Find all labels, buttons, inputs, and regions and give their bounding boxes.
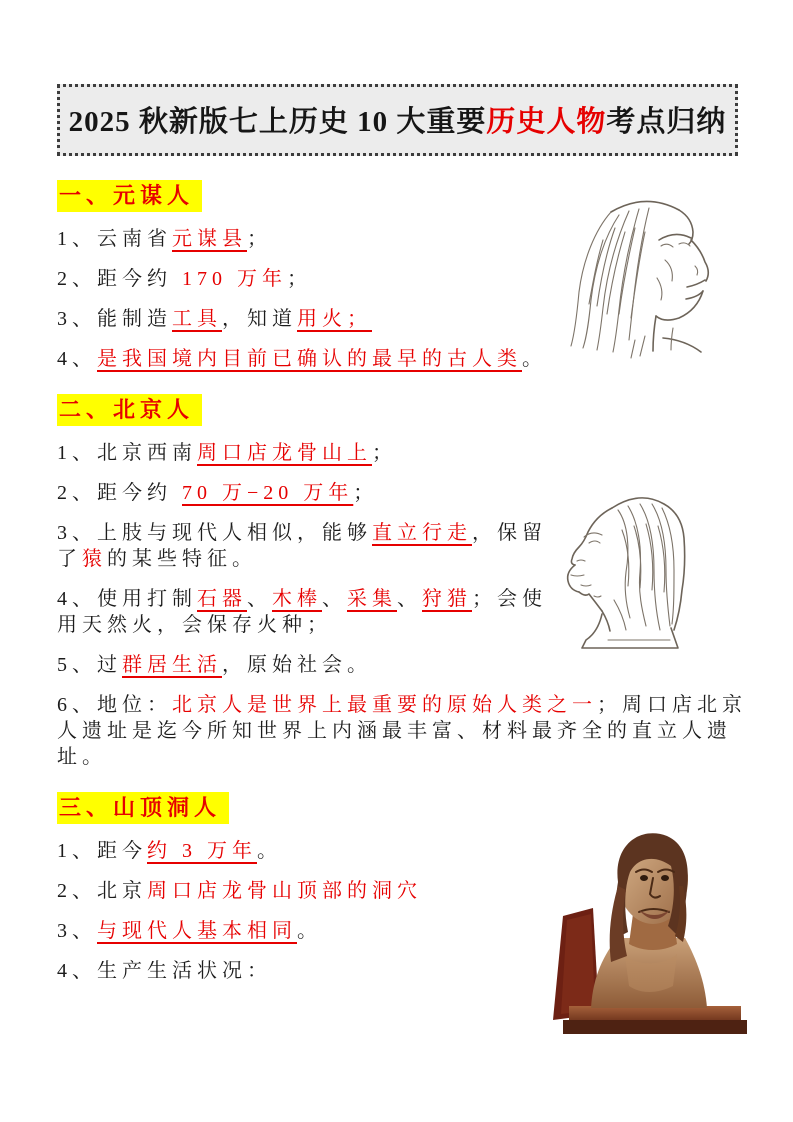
list-item — [57, 520, 562, 572]
text-run: 2、距今约 — [57, 268, 182, 290]
text-run: ； — [353, 482, 379, 504]
text-run: 采集 — [347, 588, 397, 610]
text-run: ； — [372, 442, 397, 464]
text-run: 1、北京西南 — [57, 442, 197, 464]
text-run: 猿 — [82, 548, 107, 570]
text-run: 3、 — [57, 920, 97, 942]
text-run: 1、距今 — [57, 840, 147, 862]
text-run: 狩猎 — [422, 588, 472, 610]
section-heading: 三、山顶洞人 — [57, 792, 229, 824]
text-run: 直立行走 — [372, 522, 472, 544]
text-run: ，知道 — [222, 308, 297, 330]
list-item — [57, 226, 562, 252]
text-run: 6、地位： — [57, 694, 172, 716]
shandingdong-man-bust-image — [533, 816, 763, 1042]
document-title — [57, 84, 738, 156]
text-run: 木棒 — [272, 588, 322, 610]
text-run: 。 — [522, 348, 547, 370]
text-run: 约 3 万年 — [147, 840, 257, 862]
text-run: 周口店龙骨山上 — [197, 442, 372, 464]
list-item — [57, 346, 562, 372]
list-item — [57, 692, 749, 770]
list-item — [57, 652, 562, 678]
text-run: 与现代人基本相同 — [97, 920, 297, 942]
list-item — [57, 838, 562, 864]
text-run: 3、能制造 — [57, 308, 172, 330]
text-run: ；会使用天然火，会保存火种； — [57, 588, 547, 636]
title-highlight: 历史人物 — [486, 106, 607, 138]
text-run: 70 万−20 万年 — [182, 482, 354, 504]
title-prefix: 2025 秋新版七上历史 10 大重要 — [68, 106, 487, 138]
text-run: 北京人是世界上最重要的原始人类之一 — [172, 694, 597, 716]
text-run: 石器 — [197, 588, 247, 610]
text-run: 1、云南省 — [57, 228, 172, 250]
list-item — [57, 266, 562, 292]
text-run: 用火； — [297, 308, 372, 330]
text-run: 2、北京 — [57, 880, 147, 902]
text-run: ，保留了 — [57, 522, 547, 570]
text-run: 4、生产生活状况： — [57, 960, 272, 982]
list-item — [57, 958, 562, 984]
text-run: 4、 — [57, 348, 97, 370]
text-run: 170 万年 — [182, 268, 287, 290]
text-run: 工具 — [172, 308, 222, 330]
text-run: ，原始社会。 — [222, 654, 372, 676]
text-run: 。 — [257, 840, 282, 862]
text-run: 2、距今约 — [57, 482, 182, 504]
section-heading: 二、北京人 — [57, 394, 202, 426]
text-run: 、 — [397, 588, 422, 610]
text-run: ； — [287, 268, 312, 290]
text-run: 是我国境内目前已确认的最早的古人类 — [97, 348, 522, 370]
text-run: 。 — [297, 920, 322, 942]
list-item — [57, 440, 562, 466]
text-run: 、 — [322, 588, 347, 610]
text-run: 3、上肢与现代人相似，能够 — [57, 522, 372, 544]
peking-man-sketch-image — [558, 480, 718, 668]
section-heading: 一、元谋人 — [57, 180, 202, 212]
text-run: 5、过 — [57, 654, 122, 676]
text-run: 4、使用打制 — [57, 588, 197, 610]
text-run: 、 — [247, 588, 272, 610]
list-item — [57, 878, 562, 904]
text-run: 元谋县 — [172, 228, 247, 250]
list-item — [57, 918, 562, 944]
text-run: 群居生活 — [122, 654, 222, 676]
text-run: 的某些特征。 — [107, 548, 257, 570]
text-run: ； — [247, 228, 272, 250]
title-suffix: 考点归纳 — [606, 106, 727, 138]
list-item — [57, 480, 562, 506]
list-item — [57, 306, 562, 332]
text-run: 周口店龙骨山顶部的洞穴 — [147, 880, 422, 902]
list-item — [57, 586, 562, 638]
text-run: ；周口店北京人遗址是迄今所知世界上内涵最丰富、材料最齐全的直立人遗址。 — [57, 694, 747, 768]
yuanmou-man-sketch-image — [545, 188, 745, 360]
